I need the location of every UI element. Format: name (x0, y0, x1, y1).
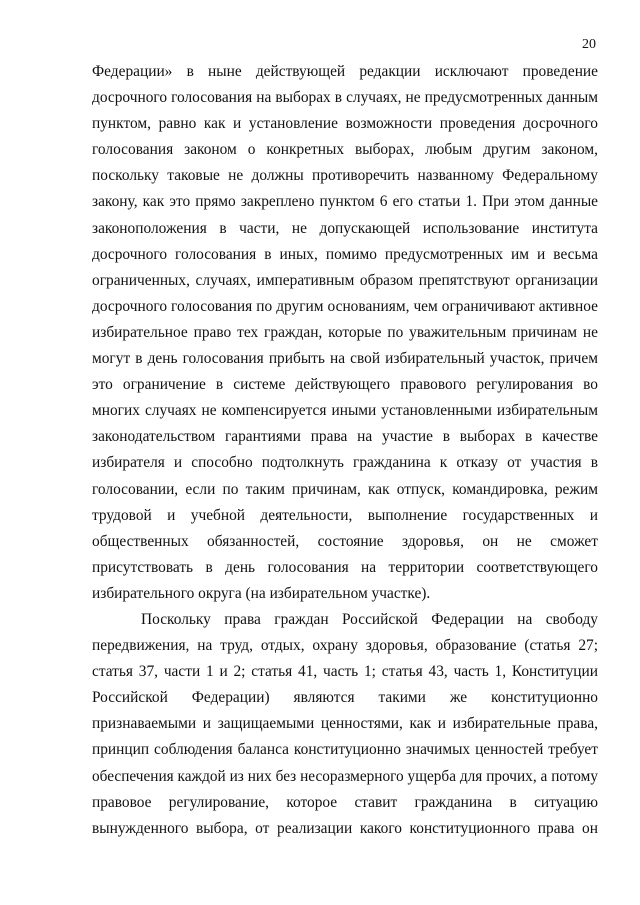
text-line: досрочного голосования по другим основаниям, чем ограничивают активное (92, 297, 598, 315)
text-line: признаваемыми и защищаемыми ценностями, как и избирательные права, (92, 715, 598, 733)
body-text (92, 59, 598, 842)
text-line: Российской Федерации) являются такими же конституционно (92, 689, 598, 707)
text-line: общественных обязанностей, состояние здоровья, он не сможет (92, 532, 598, 550)
text-line: вынужденного выбора, от реализации какого конституционного права он (92, 819, 598, 837)
text-line: присутствовать в день голосования на территории соответствующего (92, 558, 598, 576)
text-line: законоположения в части, не допускающей использование института (92, 219, 598, 237)
text-line: голосования законом о конкретных выборах, любым другим законом, (92, 141, 598, 159)
text-line: трудовой и учебной деятельности, выполнение государственных и (92, 506, 598, 524)
text-line: голосовании, если по таким причинам, как отпуск, командировка, режим (92, 480, 598, 498)
text-line: могут в день голосования прибыть на свой избирательный участок, причем (92, 350, 598, 368)
text-line: законодательством гарантиями права на участие в выборах в качестве (92, 428, 598, 446)
text-line: избирателя и способно подтолкнуть гражданина к отказу от участия в (92, 454, 598, 472)
text-line: многих случаях не компенсируется иными установленными избирательным (92, 402, 598, 420)
text-line: Поскольку права граждан Российской Федерации на свободу (141, 610, 598, 628)
text-line: принцип соблюдения баланса конституционно значимых ценностей требует (92, 741, 598, 759)
text-line: передвижения, на труд, отдых, охрану здоровья, образование (статья 27; (92, 637, 598, 655)
text-line: это ограничение в системе действующего правового регулирования во (92, 376, 598, 394)
text-line: правовое регулирование, которое ставит гражданина в ситуацию (92, 793, 598, 811)
text-line: избирательного округа (на избирательном участке). (92, 584, 431, 602)
text-line: Федерации» в ныне действующей редакции исключают проведение (92, 63, 598, 80)
text-line: обеспечения каждой из них без несоразмерного ущерба для прочих, а потому (92, 767, 598, 785)
text-line: статья 37, части 1 и 2; статья 41, часть 1; статья 43, часть 1, Конституции (92, 663, 598, 681)
text-line: досрочного голосования в иных, помимо предусмотренных им и весьма (92, 245, 598, 263)
text-line: ограниченных, случаях, императивным образом препятствуют организации (92, 271, 598, 289)
text-line: поскольку таковые не должны противоречить названному Федеральному (92, 167, 598, 185)
text-line: досрочного голосования на выборах в случаях, не предусмотренных данным (92, 89, 598, 107)
page-number: 20 (582, 37, 596, 52)
text-line: избирательное право тех граждан, которые по уважительным причинам не (92, 323, 598, 341)
paragraph-1 (92, 59, 598, 607)
text-line: пунктом, равно как и установление возможности проведения досрочного (92, 115, 598, 133)
text-line: закону, как это прямо закреплено пунктом 6 его статьи 1. При этом данные (92, 193, 598, 211)
paragraph-2 (92, 607, 598, 842)
